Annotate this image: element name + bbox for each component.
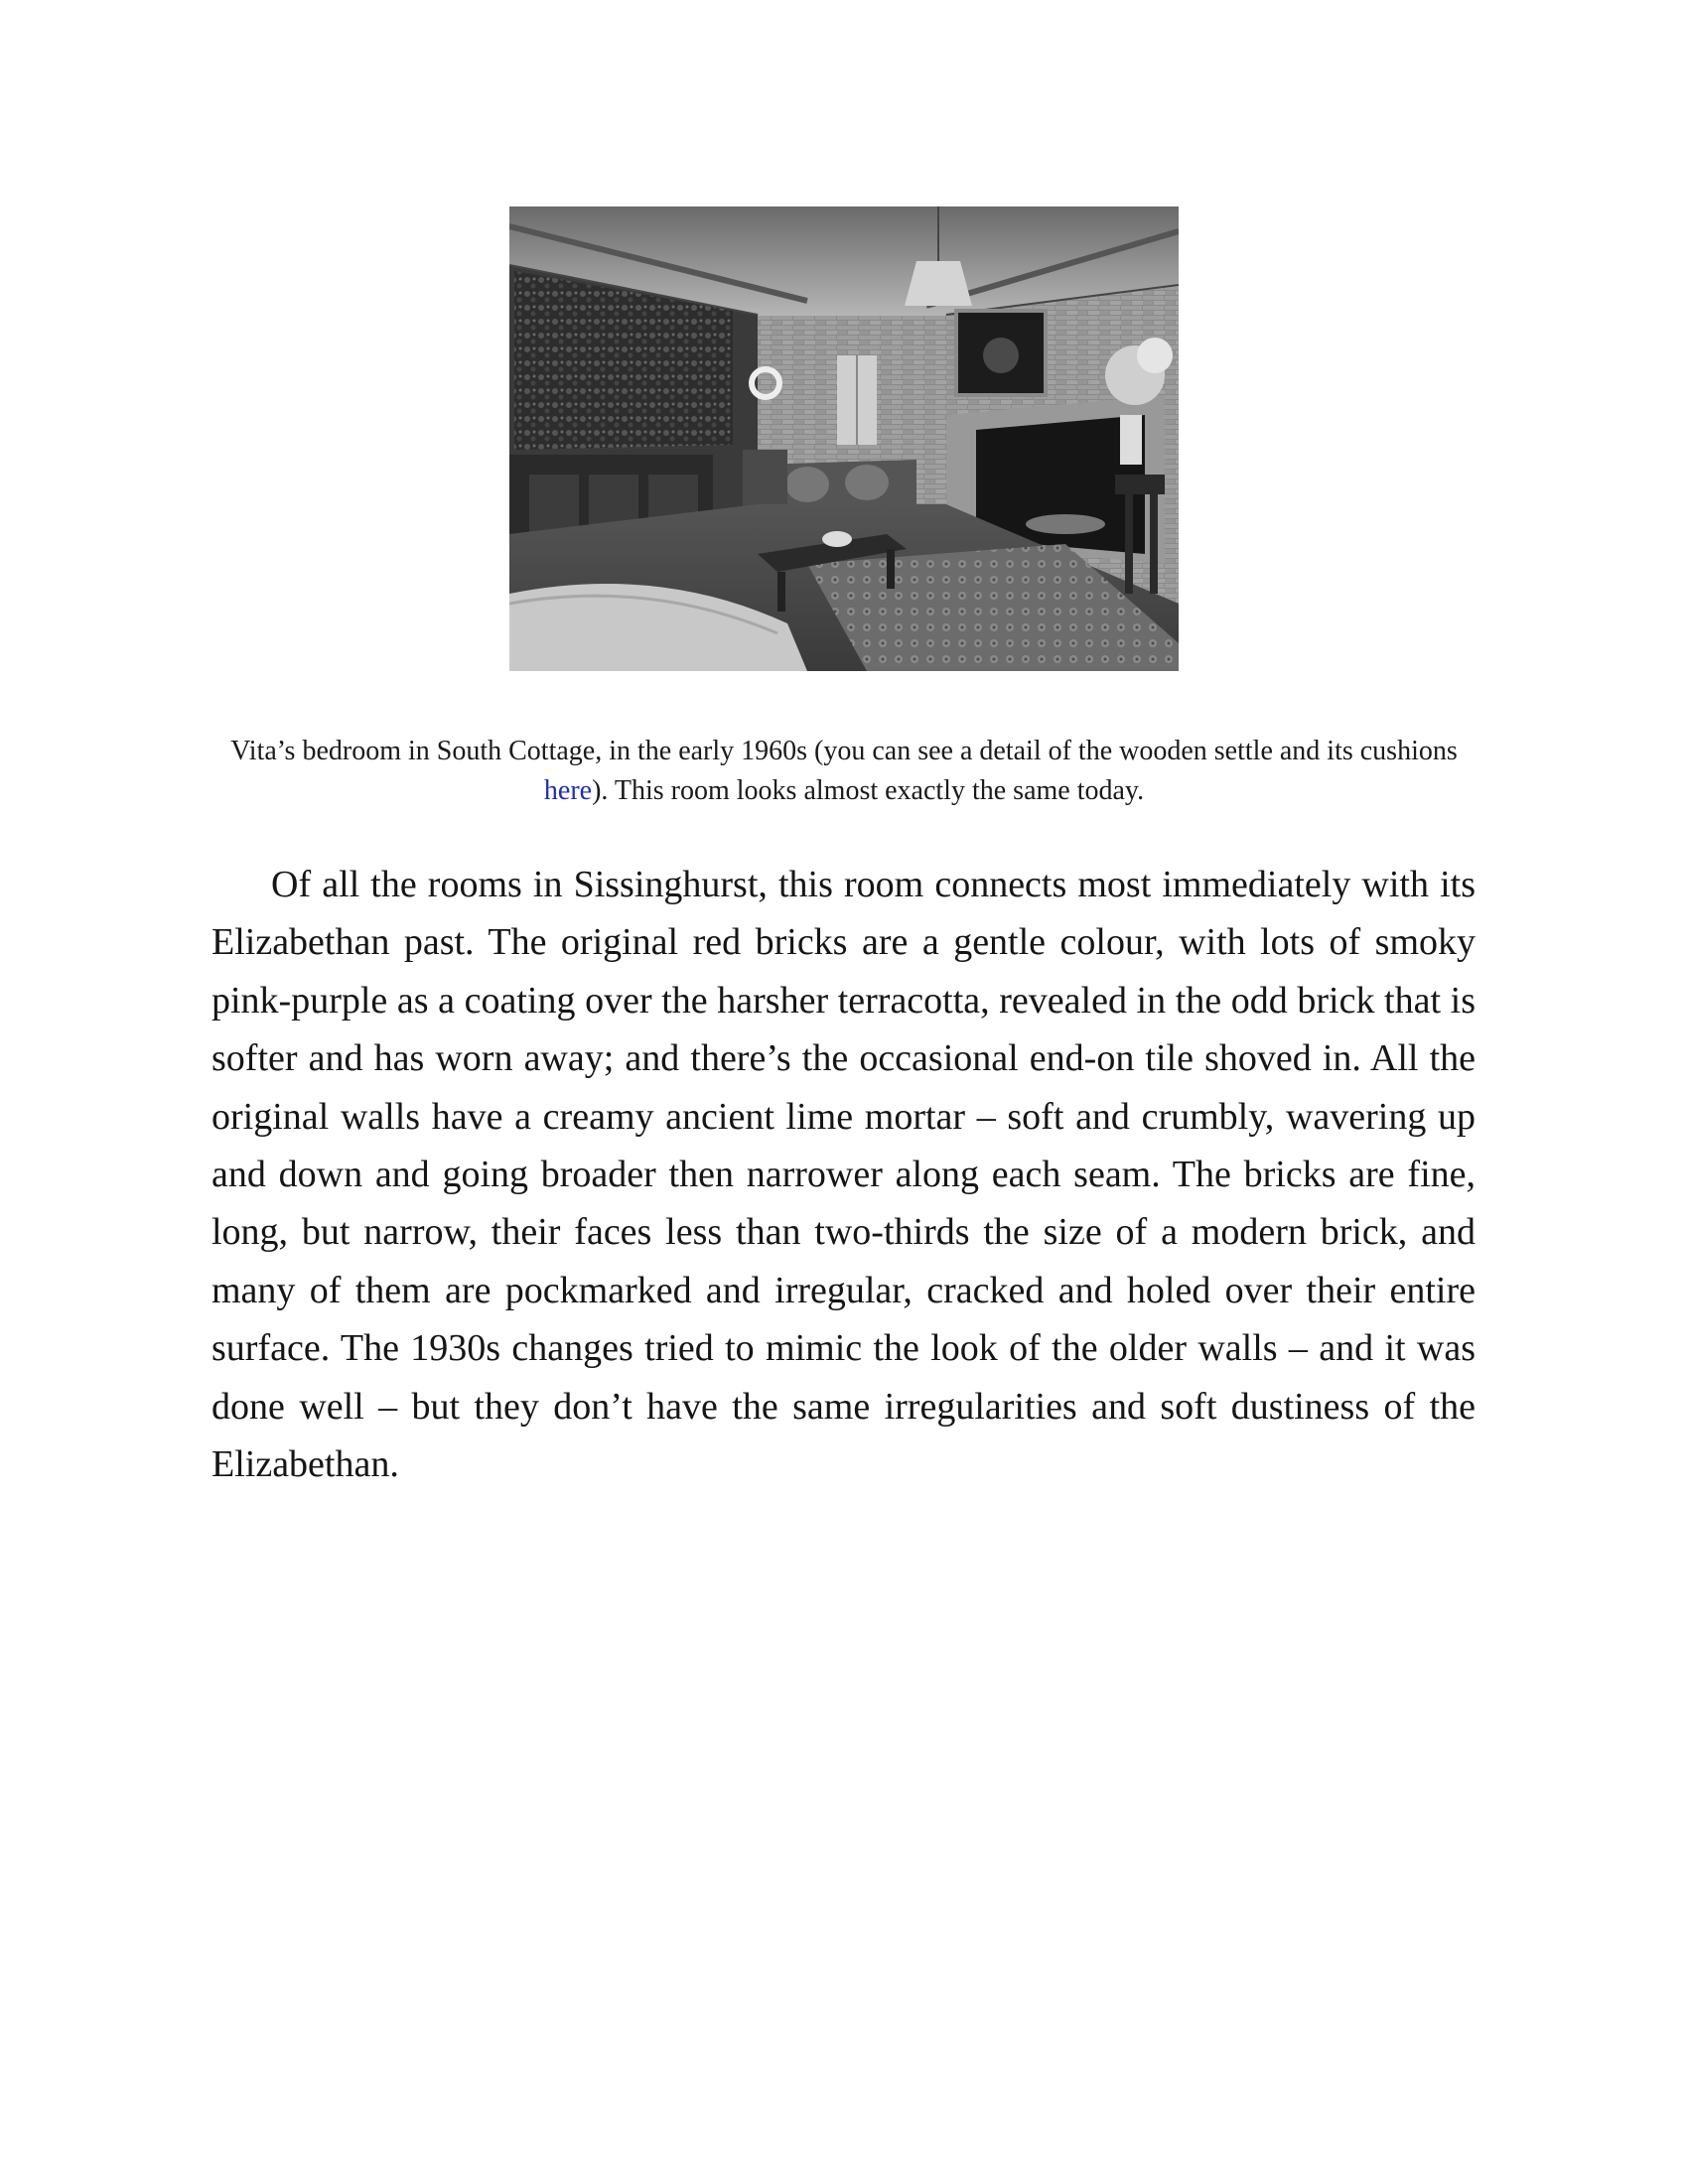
bedroom-photo (509, 206, 1179, 671)
body-paragraph: Of all the rooms in Sissinghurst, this room connects most immediately with its Elizabethan past. The original red bricks are a gentle colour, with lots of smoky pink-purple as a coating over the harsher terracotta, revealed in the odd brick that is softer and has worn away; and there’s the occasional end-on tile shoved in. All the original walls have a creamy ancient lime mortar – soft and crumbly, wavering up and down and going broader then narrower along each seam. The bricks are fine, long, but narrow, their faces less than two-thirds the size of a modern brick, and many of them are pockmarked and irregular, cracked and holed over their entire surface. The 1930s changes tried to mimic the look of the older walls – and it was done well – but they don’t have the same irregularities and soft dustiness of the Elizabethan. (211, 864, 1476, 1486)
caption-here-link[interactable]: here (543, 775, 593, 806)
caption-text-before-link: Vita’s bedroom in South Cottage, in the early 1960s (you can see a detail of the wooden settle and its cushions (230, 736, 1458, 766)
photo-caption (199, 732, 1489, 811)
caption-text-after-link: ). This room looks almost exactly the same today. (592, 775, 1145, 806)
